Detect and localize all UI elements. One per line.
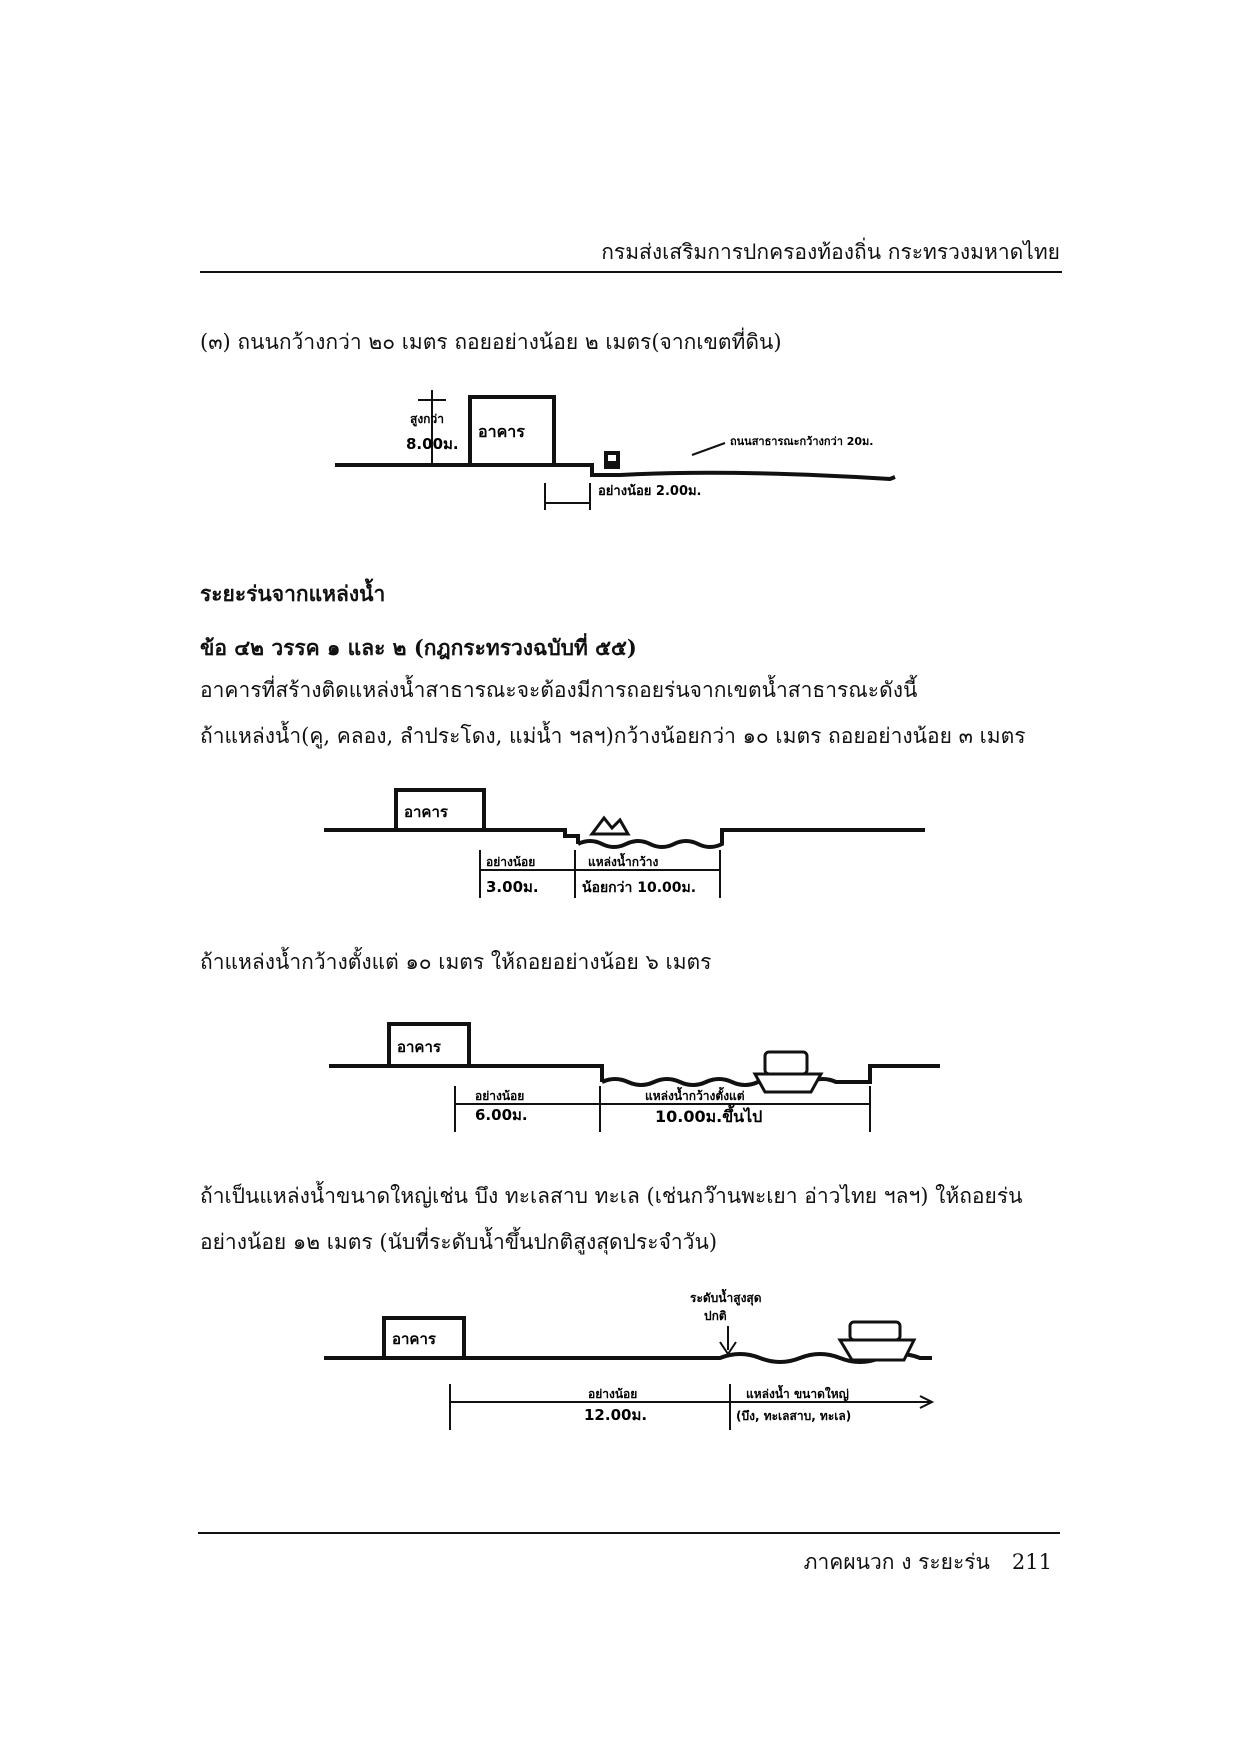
footer-section: ภาคผนวก ง ระยะร่น [803, 1550, 990, 1574]
boat-hull-icon [840, 1340, 914, 1360]
footer-rule [198, 1532, 1060, 1534]
boat-cabin-icon [765, 1052, 807, 1074]
large-water-diagram [320, 1280, 950, 1460]
water-value: 10.00ม.ขึ้นไป [655, 1107, 763, 1126]
building-label: อาคาร [478, 422, 525, 441]
water-label: แหล่งน้ำกว้างตั้งแต่ [645, 1089, 745, 1103]
road-leader-line [692, 443, 725, 455]
ground-left [329, 1066, 602, 1082]
building-label: อาคาร [397, 1038, 441, 1056]
header-rule [200, 271, 1062, 273]
setback-label: อย่างน้อย [475, 1089, 525, 1103]
water-para-4b: อย่างน้อย ๑๒ เมตร (นับที่ระดับน้ำขึ้นปกติสูงสุดประจำวัน) [200, 1230, 718, 1254]
water-and-ground-right [578, 830, 925, 847]
section-3-text: (๓) ถนนกว้างกว่า ๒๐ เมตร ถอยอย่างน้อย ๒ เมตร(จากเขตที่ดิน) [200, 330, 782, 354]
setback-label: อย่างน้อย 2.00ม. [598, 484, 702, 499]
water-examples: (บึง, ทะเลสาบ, ทะเล) [736, 1409, 852, 1423]
water-value: น้อยกว่า 10.00ม. [582, 880, 697, 896]
page-header: กรมส่งเสริมการปกครองท้องถิ่น กระทรวงมหาดไทย [601, 240, 1060, 264]
water-para-4a: ถ้าเป็นแหล่งน้ำขนาดใหญ่เช่น บึง ทะเลสาบ ทะเล (เช่นกว๊านพะเยา อ่าวไทย ฯลฯ) ให้ถอยร่น [200, 1184, 1023, 1208]
water-heading: ระยะร่นจากแหล่งน้ำ [200, 581, 386, 606]
boat-icon [592, 818, 628, 834]
building-label: อาคาร [392, 1330, 436, 1348]
water-label: แหล่งน้ำกว้าง [588, 855, 659, 869]
ground-left [324, 830, 578, 844]
boat-hull-icon [755, 1074, 821, 1092]
setback-label: อย่างน้อย [588, 1387, 638, 1401]
setback-label: อย่างน้อย [486, 855, 536, 869]
building-label: อาคาร [404, 803, 448, 821]
water-para-3: ถ้าแหล่งน้ำกว้างตั้งแต่ ๑๐ เมตร ให้ถอยอย่างน้อย ๖ เมตร [200, 950, 712, 974]
water-para-1: อาคารที่สร้างติดแหล่งน้ำสาธารณะจะต้องมีการถอยร่นจากเขตน้ำสาธารณะดังนี้ [200, 678, 918, 702]
tide-label-2: ปกติ [704, 1309, 727, 1323]
curb-post-detail [608, 455, 616, 461]
page-footer [700, 1546, 1052, 1579]
boat-cabin-icon [850, 1322, 900, 1340]
water-para-2: ถ้าแหล่งน้ำ(คู, คลอง, ลำประโดง, แม่น้ำ ฯลฯ)กว้างน้อยกว่า ๑๐ เมตร ถอยอย่างน้อย ๓ เมตร [200, 724, 1026, 748]
road-label: ถนนสาธารณะกว้างกว่า 20ม. [730, 435, 874, 448]
water-clause: ข้อ ๔๒ วรรค ๑ และ ๒ (กฎกระทรวงฉบับที่ ๕๕) [200, 635, 637, 660]
setback-value: 3.00ม. [486, 878, 539, 896]
tide-label-1: ระดับน้ำสูงสุด [690, 1291, 762, 1305]
height-label: สูงกว่า [410, 412, 444, 426]
height-value: 8.00ม. [406, 435, 459, 453]
setback-value: 6.00ม. [475, 1106, 528, 1124]
road-setback-diagram [330, 385, 950, 520]
wide-water-diagram [325, 1000, 945, 1150]
narrow-water-diagram [320, 770, 940, 910]
setback-value: 12.00ม. [584, 1406, 648, 1424]
page-number: 211 [1011, 1550, 1052, 1574]
water-label: แหล่งน้ำ ขนาดใหญ่ [746, 1387, 849, 1401]
